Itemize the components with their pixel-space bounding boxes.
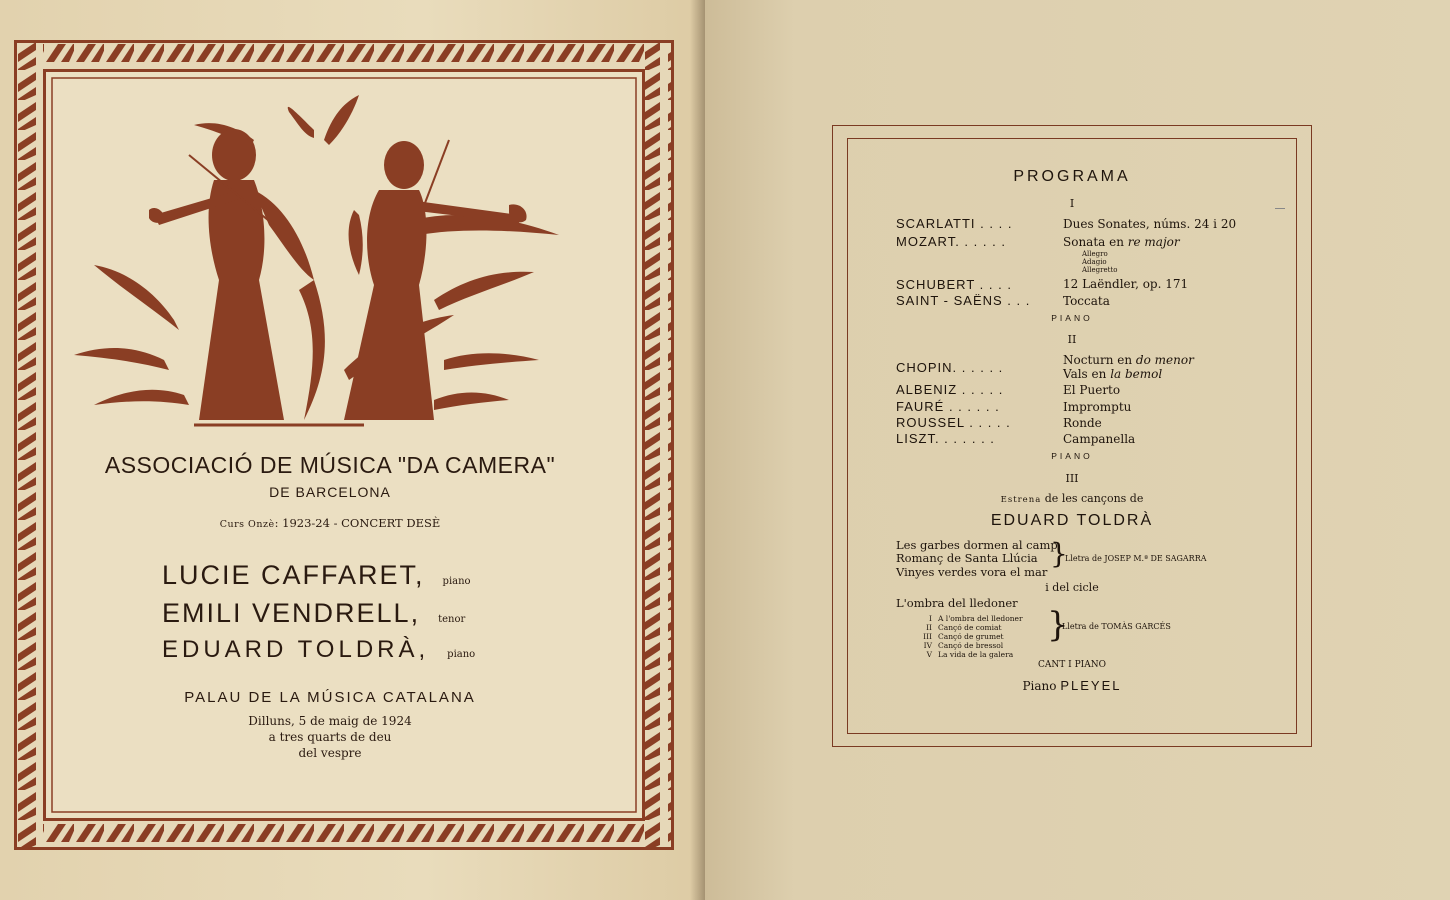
time-line: a tres quarts de deu [268,730,392,744]
cycle-num: I [929,614,932,623]
cycle-song: Cançó de grumet [938,632,1004,641]
song: Les garbes dormen al camp [896,538,1058,552]
cycle-title: L'ombra del lledoner [896,596,1018,610]
brace-icon: } [1047,605,1069,645]
association-title: ASSOCIACIÓ DE MÚSICA "DA CAMERA" [104,452,556,478]
cycle-item [914,623,1023,632]
part-numeral: III [1065,472,1079,485]
movement: Allegro [1082,250,1108,258]
movement: Adagio [1082,258,1107,266]
cycle-song: A l'ombra del lledoner [938,614,1023,623]
cycle-num: II [926,623,932,632]
work: Impromptu [1063,400,1132,414]
brace-icon: } [1050,537,1068,570]
work-text: Vals en [1063,367,1111,381]
composer: LISZT. . . . . . . [896,431,995,446]
cover-illustration [14,40,674,850]
song: Romanç de Santa Llúcia [896,551,1038,565]
course-prefix: Curs Onzè [219,519,275,530]
composer: SCHUBERT . . . . [896,277,1012,292]
cycle-item [914,614,1023,623]
work-key: do menor [1135,353,1194,367]
cycle-song: Cançó de comiat [938,623,1002,632]
composer: CHOPIN. . . . . . [896,360,1004,375]
artist-role: tenor [438,614,466,625]
piano-line [850,678,1294,693]
cycle-item [914,641,1023,650]
artist-row [162,636,475,664]
work: Dues Sonates, núms. 24 i 20 [1063,217,1237,231]
work: El Puerto [1063,383,1121,397]
cycle-item [914,650,1023,659]
work: Campanella [1063,432,1136,446]
artist-row [162,560,471,591]
movement: Allegretto [1082,266,1118,274]
course-line [45,516,615,530]
association-city: DE BARCELONA [269,484,391,500]
composer: FAURÉ . . . . . . [896,399,1000,414]
work: Toccata [1063,294,1110,308]
program-title: PROGRAMA [1013,168,1131,185]
composer: ALBENIZ . . . . . [896,382,1004,397]
cycle-song: La vida de la galera [938,650,1014,659]
song: Vinyes verdes vora el mar [896,565,1048,579]
part-numeral: I [1069,197,1075,210]
work-key: re major [1127,235,1180,249]
course-detail: : 1923-24 - CONCERT DESÈ [274,516,441,530]
cycle-intro: i del cicle [1045,581,1099,594]
cycle-list [914,614,1023,659]
part-numeral: II [1067,333,1077,346]
cycle-num: V [926,650,932,659]
cover-page [0,0,705,900]
artist-role: piano [447,649,476,660]
cycle-num: III [923,632,932,641]
venue: PALAU DE LA MÚSICA CATALANA [184,689,476,706]
artist-row [162,598,465,629]
cycle-num: IV [923,641,932,650]
work: Ronde [1063,416,1102,430]
artist-name: EMILI VENDRELL, [162,598,421,628]
lyricist: Lletra de JOSEP M.ª DE SAGARRA [1065,554,1207,563]
composer: MOZART. . . . . . [896,234,1006,249]
composer: SCARLATTI . . . . [896,216,1013,231]
date-line: Dilluns, 5 de maig de 1924 [248,714,412,728]
featured-composer: EDUARD TOLDRÀ [990,512,1154,529]
performance-label: CANT I PIANO [1038,660,1106,670]
work [1063,235,1180,249]
work-text: Nocturn en [1063,353,1136,367]
cycle-item [914,632,1023,641]
cycle-song: Cançó de bressol [938,641,1004,650]
work-text: Sonata en [1063,235,1128,249]
work [1063,353,1194,367]
artist-name: EDUARD TOLDRÀ, [162,636,430,663]
work: 12 Laëndler, op. 171 [1063,277,1189,291]
lyricist: Lletra de TOMÀS GARCÉS [1062,622,1171,631]
instrument-label: PIANO [1051,451,1093,461]
artist-name: LUCIE CAFFARET, [162,560,425,590]
premiere-line [850,492,1294,505]
work [1063,367,1162,381]
piano-label: Piano [1022,679,1057,693]
premiere-text: de les cançons de [1044,492,1144,505]
movements [1082,250,1118,274]
premiere-label: Estrena [1000,495,1042,505]
composer: ROUSSEL . . . . . [896,415,1011,430]
instrument-label: PIANO [1051,313,1093,323]
time-line: del vespre [298,746,362,760]
piano-brand: PLEYEL [1060,678,1122,693]
work-key: la bemol [1110,367,1163,381]
artist-role: piano [442,576,471,587]
composer: SAINT - SAËNS . . . [896,293,1031,308]
